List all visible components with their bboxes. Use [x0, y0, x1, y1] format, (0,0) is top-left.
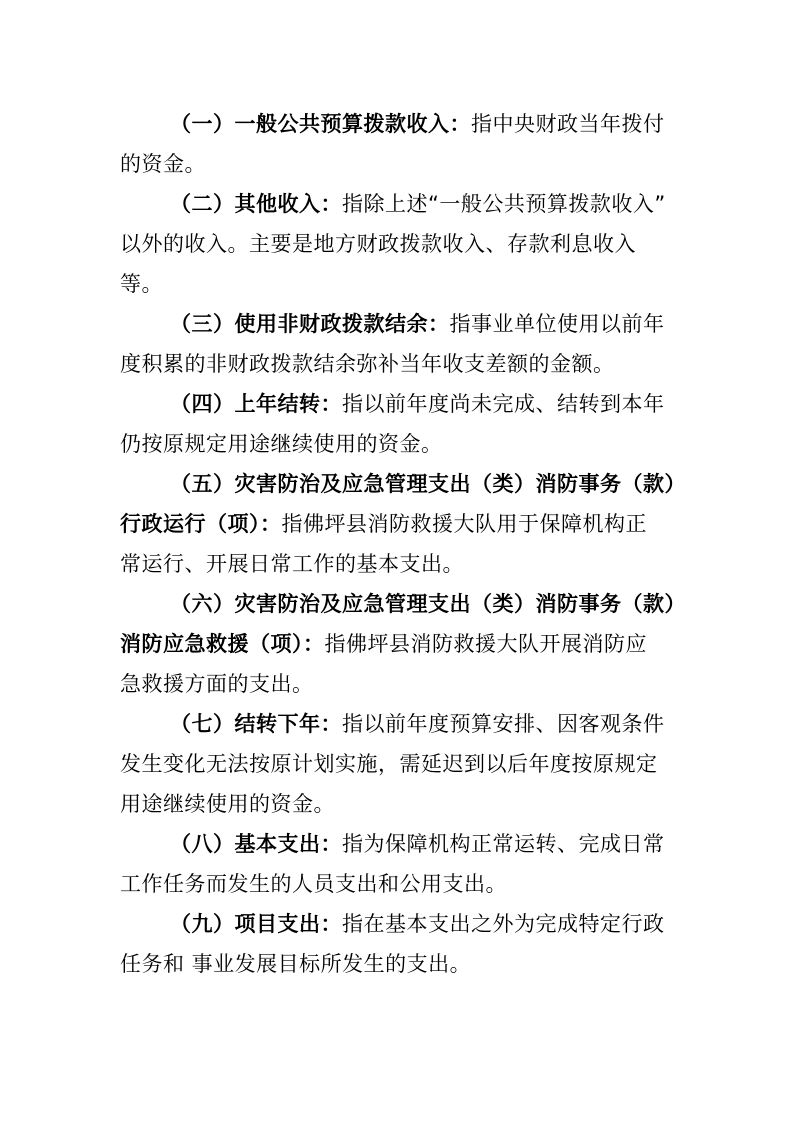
term-heading: 消防应急救援（项）： — [120, 632, 325, 656]
text-line — [120, 629, 690, 659]
text-line — [120, 669, 690, 699]
text-line — [120, 429, 690, 459]
text-line — [120, 869, 690, 899]
text-line — [120, 789, 690, 819]
definition-text: 发生变化无法按原计划实施，需延迟到以后年度按原规定 — [120, 752, 658, 776]
text-line — [120, 229, 690, 259]
definition-text: 指为保障机构正常运转、完成日常 — [342, 832, 665, 856]
definition-text: 任务和 事业发展目标所发生的支出。 — [120, 952, 472, 976]
text-line — [170, 589, 690, 619]
term-heading: （七）结转下年： — [170, 712, 342, 736]
definition-text: 工作任务而发生的人员支出和公用支出。 — [120, 872, 507, 896]
text-line — [120, 509, 690, 539]
definition-text: 的资金。 — [120, 152, 206, 176]
term-heading: （六）灾害防治及应急管理支出（类）消防事务（款） — [170, 592, 686, 616]
definition-text: 仍按原规定用途继续使用的资金。 — [120, 432, 443, 456]
term-heading: （二）其他收入： — [170, 192, 342, 216]
definition-text: 用途继续使用的资金。 — [120, 792, 335, 816]
text-line — [120, 749, 690, 779]
text-line — [120, 549, 690, 579]
definition-text: 指中央财政当年拨付 — [471, 112, 665, 136]
text-line — [120, 269, 690, 299]
term-heading: （一）一般公共预算拨款收入： — [170, 112, 471, 136]
term-heading: （八）基本支出： — [170, 832, 342, 856]
text-line — [170, 709, 690, 739]
definition-text: 指事业单位使用以前年 — [449, 312, 665, 336]
definition-text: 指以前年度尚未完成、结转到本年 — [342, 392, 665, 416]
definition-text: 以外的收入。主要是地方财政拨款收入、存款利息收入 — [120, 232, 636, 256]
definition-text: 指佛坪县消防救援大队开展消防应 — [324, 632, 647, 656]
text-line — [170, 189, 690, 219]
term-heading: （九）项目支出： — [170, 912, 342, 936]
definition-text: 急救援方面的支出。 — [120, 672, 314, 696]
definition-text: 指以前年度预算安排、因客观条件 — [342, 712, 665, 736]
definition-text: 指佛坪县消防救援大队用于保障机构正 — [281, 512, 647, 536]
text-line — [170, 829, 690, 859]
text-line — [170, 309, 690, 339]
term-heading: （四）上年结转： — [170, 392, 342, 416]
text-line — [120, 149, 690, 179]
text-line — [170, 469, 690, 499]
term-heading: （五）灾害防治及应急管理支出（类）消防事务（款） — [170, 472, 686, 496]
definition-text: 指在基本支出之外为完成特定行政 — [342, 912, 665, 936]
term-heading: （三）使用非财政拨款结余： — [170, 312, 450, 336]
definition-text: 等。 — [120, 272, 163, 296]
text-line — [120, 349, 690, 379]
text-line — [170, 109, 690, 139]
text-line — [120, 949, 690, 979]
term-heading: 行政运行（项）： — [120, 512, 282, 536]
text-line — [170, 389, 690, 419]
text-line — [170, 909, 690, 939]
definition-text: 常运行、开展日常工作的基本支出。 — [120, 552, 464, 576]
definition-text: 指除上述“一般公共预算拨款收入” — [342, 192, 666, 216]
definition-text: 度积累的非财政拨款结余弥补当年收支差额的金额。 — [120, 352, 615, 376]
